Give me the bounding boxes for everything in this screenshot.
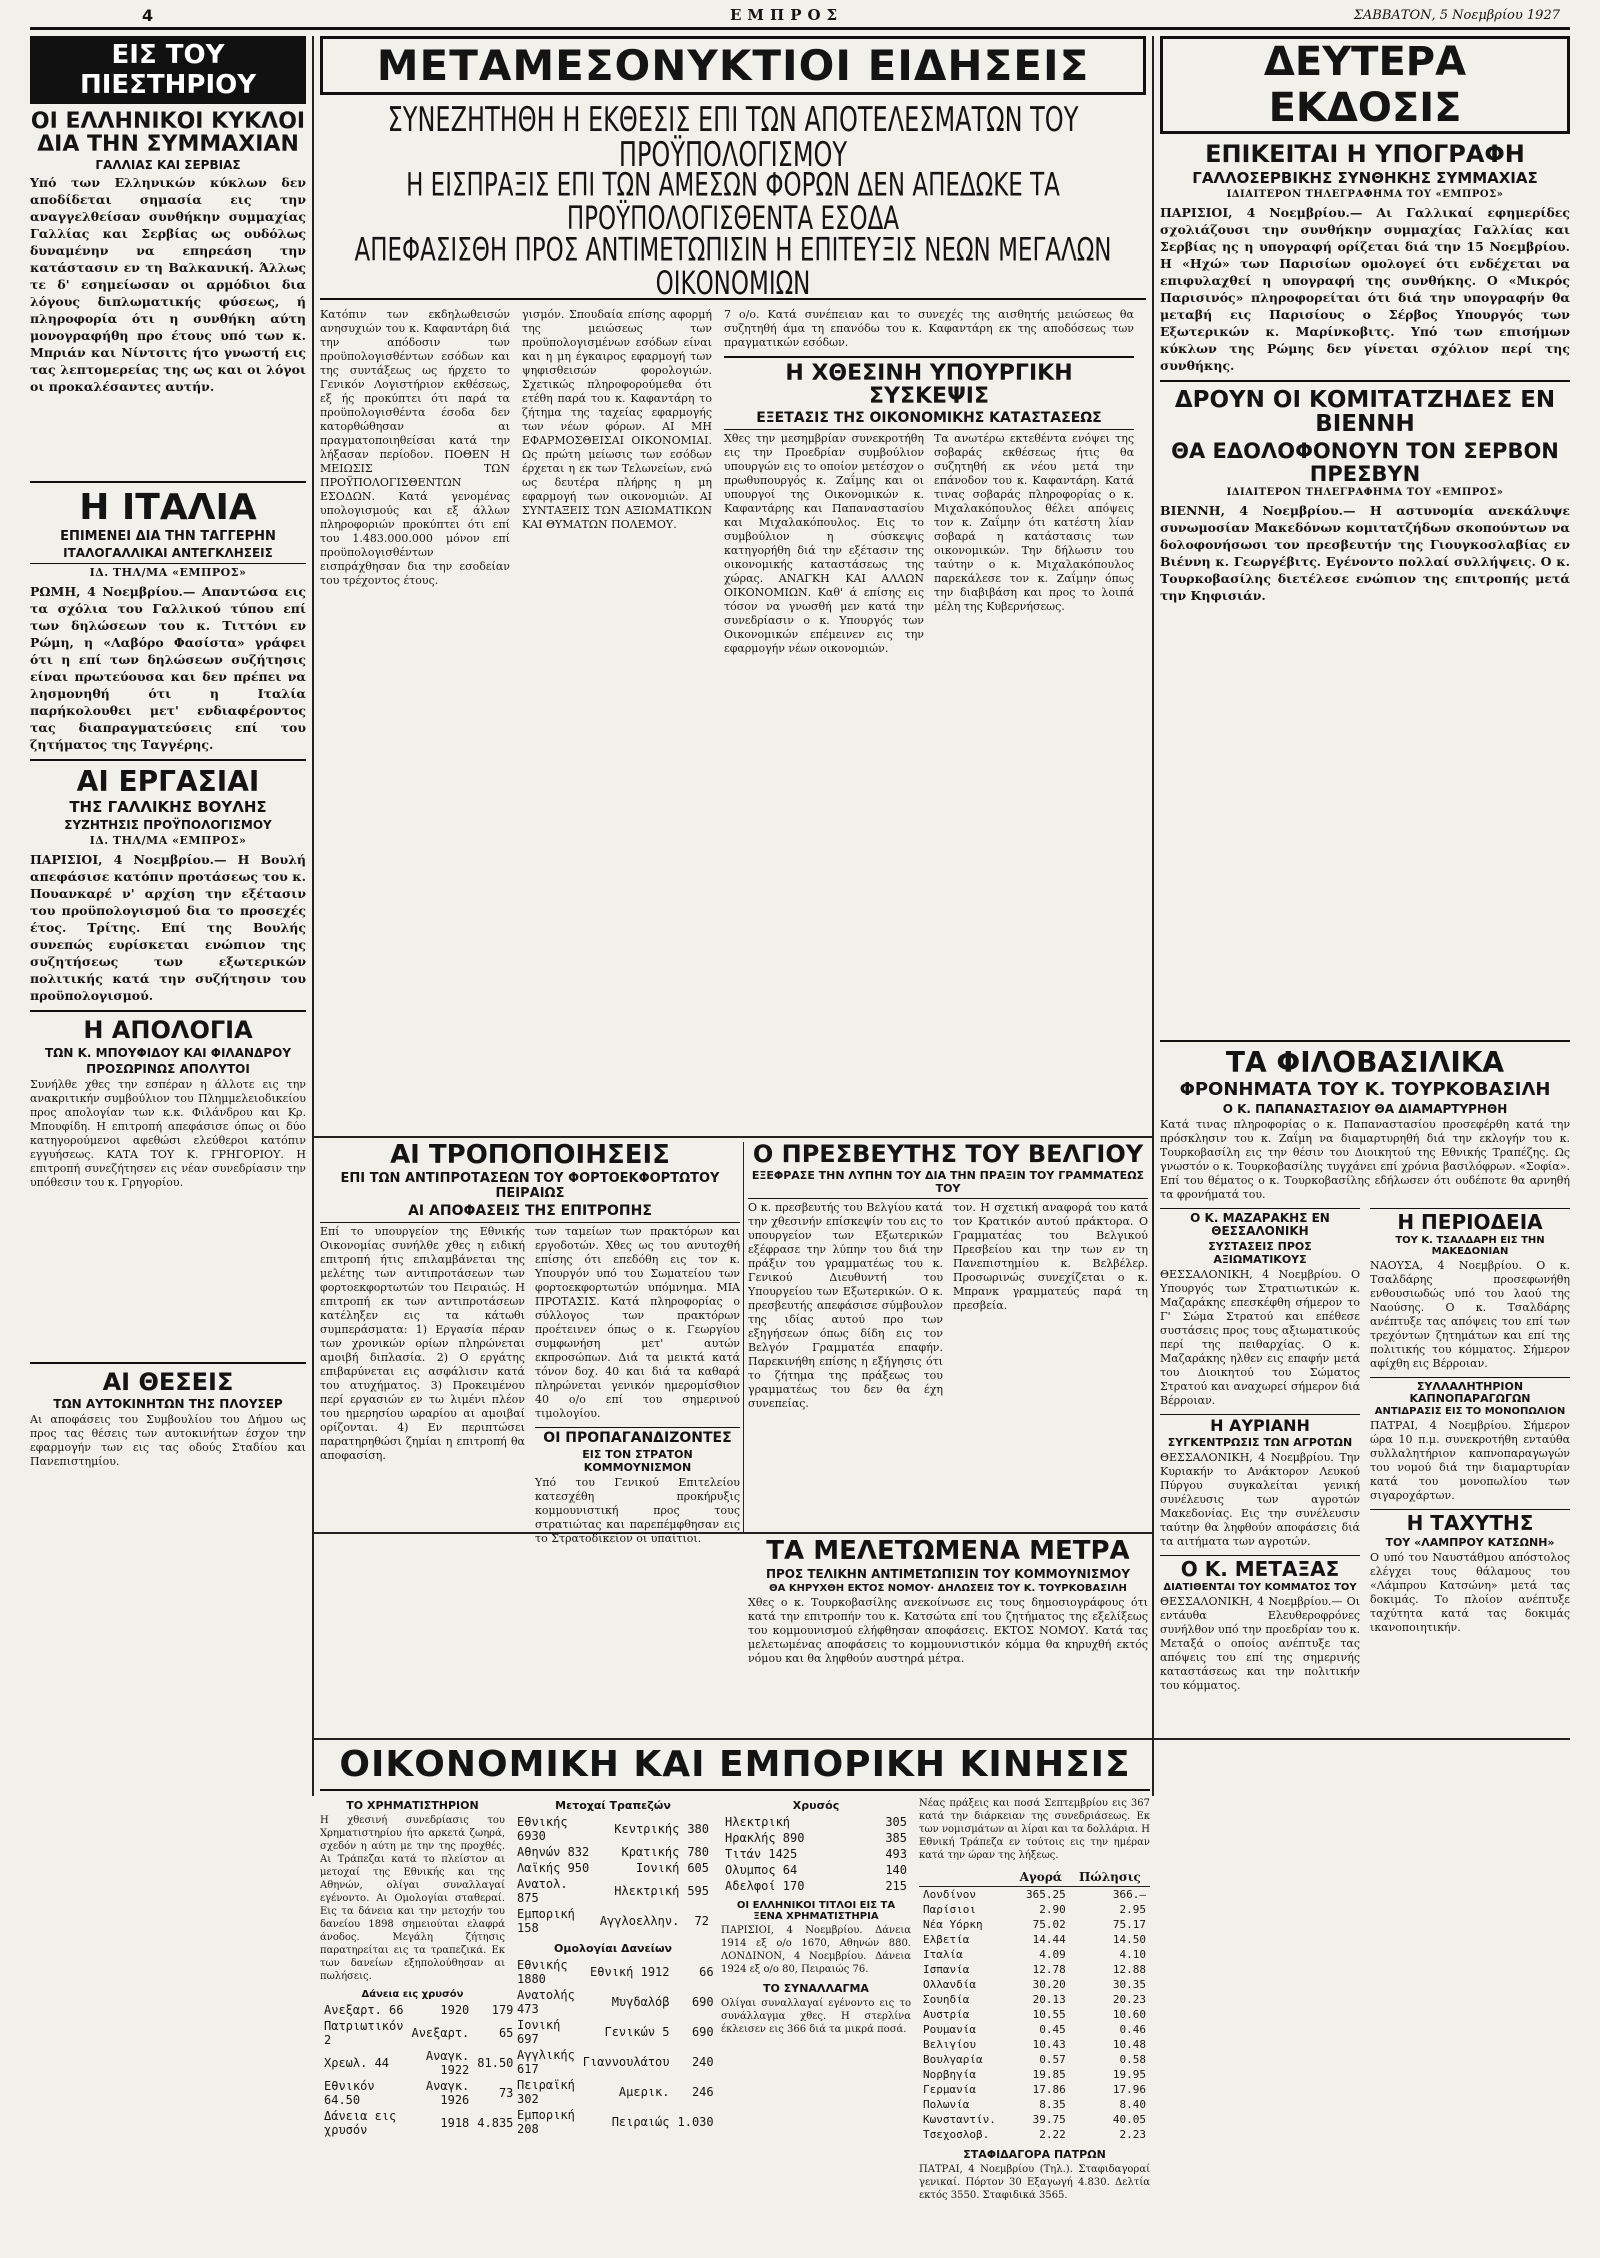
article-body: ΠΑΤΡΑΙ, 4 Νοεμβρίου (Τηλ.). Σταφιδαγοραί γενικαί. Πόρτον 30 Εξαγωγή 4.830. Δελτία εκτός 3550. Σταφιδικά 3565. xyxy=(919,2164,1150,2201)
table-cell: 2.23 xyxy=(1119,2128,1146,2141)
headline: ΤΑ ΦΙΛΟΒΑΣΙΛΙΚΑ xyxy=(1225,1046,1505,1079)
table-row xyxy=(919,1947,1150,1962)
subheadline: ΑΝΤΙΔΡΑΣΙΣ ΕΙΣ ΤΟ ΜΟΝΟΠΩΛΙΟΝ xyxy=(1374,1406,1566,1418)
table-cell: 75.17 xyxy=(1112,1918,1146,1931)
table-cell: Γιαννουλάτου xyxy=(582,2055,670,2069)
table-cell: Ανεξαρτ. 66 xyxy=(324,2003,404,2017)
market-column xyxy=(919,1797,1150,2208)
headline: ΑΙ ΤΡΟΠΟΠΟΙΗΣΕΙΣ xyxy=(390,1142,670,1170)
table-row xyxy=(513,1876,713,1906)
table-cell: Ανατολ. 875 xyxy=(517,1877,568,1905)
table-cell: 20.23 xyxy=(1112,1993,1146,2006)
article-body: ΡΩΜΗ, 4 Νοεμβρίου.— Απαντώσα εις τα σχόλια του Γαλλικού τύπου επί των δηλώσεων του κ. Τιττόνι εν Ρώμη, η «Λαβόρο Φασίστα» γράφει ότι η επί των δηλώσεων συζήτησις είναι πρωτεύουσα και δεν πρέπει να λησμονηθή ότι η Ιταλία παρήκολουθει μετ' ενδιαφέροντος τας διαπραγματεύσεις επί του ζητήματος της Ταγγέρης. xyxy=(30,583,306,752)
headline: ΑΙ ΘΕΣΕΙΣ xyxy=(102,1367,234,1396)
table-row xyxy=(513,2047,718,2077)
table-row xyxy=(919,2052,1150,2067)
table-row xyxy=(721,1862,911,1878)
table-cell: Εμπορική 208 xyxy=(517,2108,575,2136)
article-body-continued xyxy=(1160,615,1570,735)
table-cell: 72 xyxy=(694,1914,709,1928)
table-cell: Γενικών 5 xyxy=(604,2025,670,2039)
table-cell: Λαϊκής 950 xyxy=(517,1861,590,1875)
column-header xyxy=(919,1868,1012,1887)
kicker-text: ΕΙΣ ΤΟΥ ΠΙΕΣΤΗΡΙΟΥ xyxy=(79,40,257,100)
table-cell: Ολυμπος 64 xyxy=(725,1863,798,1877)
subheadline: ΟΙ ΕΛΛΗΝΙΚΟΙ ΤΙΤΛΟΙ ΕΙΣ ΤΑ ΞΕΝΑ ΧΡΗΜΑΤΙΣΤΗΡΙΑ xyxy=(736,1900,896,1922)
table-cell: 30.20 xyxy=(1032,1978,1066,1991)
table-row xyxy=(919,1992,1150,2007)
deck-headline: ΑΠΕΦΑΣΙΣΘΗ ΠΡΟΣ ΑΝΤΙΜΕΤΩΠΙΣΙΝ Η ΕΠΙΤΕΥΞΙΣ ΝΕΩΝ ΜΕΓΑΛΩΝ ΟΙΚΟΝΟΜΙΩΝ xyxy=(354,232,1112,303)
table-cell: Αγγλοελλην. xyxy=(599,1914,680,1928)
article-body-continued xyxy=(522,543,712,973)
table-cell: 0.58 xyxy=(1119,2053,1146,2066)
table-cell: Αναγκ. 1926 xyxy=(425,2079,470,2107)
table-cell: 179 xyxy=(491,2003,514,2017)
table-cell: Ηρακλής 890 xyxy=(725,1831,805,1845)
table-row xyxy=(513,2077,718,2107)
market-banner xyxy=(320,1744,1150,1791)
divider xyxy=(30,759,306,761)
table-cell: 595 xyxy=(687,1884,709,1898)
subheadline: ΕΙΣ ΤΟΝ ΣΤΡΑΤΟΝ ΚΟΜΜΟΥΝΙΣΜΟΝ xyxy=(582,1447,693,1474)
headline: ΔΡΟΥΝ ΟΙ ΚΟΜΙΤΑΤΖΗΔΕΣ ΕΝ ΒΙΕΝΝΗ xyxy=(1174,387,1556,438)
table-cell: 246 xyxy=(691,2085,714,2099)
table-cell: 12.88 xyxy=(1112,1963,1146,1976)
table-cell: Βουλγαρία xyxy=(923,2053,983,2066)
bonds-table xyxy=(513,1957,718,2137)
market-column xyxy=(320,1797,514,2208)
subheadline: ΕΞΕΦΡΑΣΕ ΤΗΝ ΛΥΠΗΝ ΤΟΥ ΔΙΑ ΤΗΝ ΠΡΑΞΙΝ ΤΟΥ ΓΡΑΜΜΑΤΕΩΣ ΤΟΥ xyxy=(748,1169,1148,1199)
article-body: ΠΑΡΙΣΙΟΙ, 4 Νοεμβρίου.— Αι Γαλλικαί εφημερίδες σχολιάζουσι την συνθήκην συμμαχίας Γαλλίας και Σερβίας ης η υπογραφή ορίζεται διά την 15 Νοεμβρίου. Η «Ηχώ» των Παρισίων ομολογεί ότι ενδέχεται να επιφυλαχθεί η υπογραφή της συνθήκης. Ο «Μικρός Παρισινός» πληροφορείται ότι διά την υπογραφήν θα μεταβή εις Παρισίους ο Σέρβος Υπουργός των Εξωτερικών κ. Μαρίνκοβιτς. Υπό των επισήμων κύκλων της Ρώμης δεν γίνεται σχόλιον περί της συνθήκης. xyxy=(1160,205,1570,374)
article-body: των ταμείων των πρακτόρων και εργοδοτών. Χθες ως του ανυτοχθή επίσης ότι επεδόθη εις τον κ. Υπουργόν υπό του Σωματείου των φορτοεκφορτωτών υπόμνημα. ΜΙΑ ΠΡΟΤΑΣΙΣ. Κατά πληροφορίας ο σύλλογος των πρακτόρων προέτεινεν όπως ο κ. Γεωργίου συμφωνήση μετ' αυτών εκπροσώπων. Διά τα μεικτά κατά τόνον δοχ. 40 και διά τα καθαρά πληρώνεται γενικόν ημερομίσθιον 40 ο/ο επί του σημερινού τιμολογίου. xyxy=(535,1225,740,1421)
table-cell: 30.35 xyxy=(1112,1978,1146,1991)
table-cell: 493 xyxy=(885,1847,907,1861)
table-cell: Ηλεκτρική xyxy=(725,1815,791,1829)
table-row xyxy=(919,2037,1150,2052)
table-cell: Μυγδαλόβ xyxy=(611,1995,670,2009)
table-cell: Εθνικόν 64.50 xyxy=(324,2079,375,2107)
subheadline: ΣΥΓΚΕΝΤΡΩΣΙΣ ΤΩΝ ΑΓΡΟΤΩΝ xyxy=(1167,1436,1353,1450)
article-body: Η χθεσινή συνεδρίασις του Χρηματιστηρίου ήτο αρκετά ζωηρά, σχεδόν η αύτη με την της προχθές. Αι Τράπεζαι κατά το πλείστον αι μετοχαί της Εθνικής και της Αθηνών, ολίγαι συναλλαγαί εγένοντο. Αι Ομολογίαι σταθεραί. Εις τα δάνεια και την μετοχήν του δανείου 1898 σημειούται ελαφρά άνοδος. Μεγάλη ζήτησις παρατηρείται εις τα τραπεζικά. Εκ των δανείων εξηπολούθησαν αι πωλήσεις. xyxy=(320,1815,505,1982)
table-row xyxy=(919,1962,1150,1977)
table-cell: Αδελφοί 170 xyxy=(725,1879,805,1893)
table-cell: 690 xyxy=(691,2025,714,2039)
table-row xyxy=(320,2108,517,2138)
center-top xyxy=(320,36,1146,1132)
article-body: Κατά τινας πληροφορίας ο κ. Παπαναστασίου προσεφέρθη κατά την πρόσκλησιν του κ. Ζαΐμη να διαμαρτυρηθή διά την εκλογήν του κ. Τουρκοβασίλη εις την θέσιν του Διοικητού της Εθνικής Τραπέζης. Ως γνωστόν ο κ. Τουρκοβασίλης τυγχάνει επί χρόνια βασιλόφρων. «Σοφία». Επί του θέματος ο κ. Τουρκοβασίλης εδήλωσεν ότι ουδέποτε θα αρνηθή τα φρονήματά του. xyxy=(1160,1118,1570,1202)
subheadline: ΤΗΣ ΓΑΛΛΙΚΗΣ ΒΟΥΛΗΣ xyxy=(69,798,267,817)
table-cell: 0.57 xyxy=(1039,2053,1066,2066)
table-cell: 780 xyxy=(687,1845,709,1859)
article-body-continued xyxy=(724,673,1134,853)
table-cell: 0.45 xyxy=(1039,2023,1066,2036)
table-row xyxy=(919,2022,1150,2037)
table-cell: 215 xyxy=(885,1879,907,1893)
table-cell: 240 xyxy=(691,2055,714,2069)
text-column xyxy=(1160,1208,1360,1699)
table-cell: 366.— xyxy=(1112,1888,1146,1901)
headline: Ο Κ. ΜΑΖΑΡΑΚΗΣ ΕΝ ΘΕΣΣΑΛΟΝΙΚΗ xyxy=(1160,1208,1360,1237)
article-body: Τα ανωτέρω εκτεθέντα ενόψει της σοβαράς εκθέσεως ήτις θα συζητηθή εκ νέου μετά την επάνοδον του κ. Καφαντάρη. Κατά τινας σοβαράς πληροφορίας ο κ. Μιχαλακόπουλος θέλει απόψεις τον κ. Ζαΐμην ότι κατέστη λίαν σοβαρά η κατάστασις των οικονομικών. Την δήλωσιν του ταύτην ο κ. Μιχαλακόπουλος παρεκάλεσε τον κ. Ζαΐμην όπως την διαβιβάση και προς το λοιπά μέλη της Κυβερνήσεως. xyxy=(934,432,1134,614)
table-cell: Εμπορική 158 xyxy=(517,1907,575,1935)
left-column xyxy=(30,36,306,2226)
table-cell: Ολλανδία xyxy=(923,1978,976,1991)
banner xyxy=(320,36,1146,95)
table-row xyxy=(513,1957,718,1987)
table-cell: Κωνσταντίν. xyxy=(923,2113,996,2126)
table-row xyxy=(320,2002,517,2018)
table-row xyxy=(919,2097,1150,2112)
article-body: ΒΙΕΝΝΗ, 4 Νοεμβρίου.— Η αστυνομία ανεκάλυψε συνωμοσίαν Μακεδόνων κομιτατζήδων σκοπούντων να δολοφονήσωσι τον πρεσβευτήν της Γιουγκοσλαβίας εν Βιέννη κ. Γεωργέβιτς. Εγένοντο πολλαί συλλήψεις. Ο κ. Τουρκοβασίλης διετέλεσε ενώπιον της επιτροπής μετά την Κηφισιάν. xyxy=(1160,502,1570,603)
table-cell: 1.030 xyxy=(677,2115,714,2129)
table-cell: Εθνική 1912 xyxy=(590,1965,670,1979)
table-cell: 10.48 xyxy=(1112,2038,1146,2051)
column-header: Αγορά xyxy=(1012,1868,1070,1887)
deck-headline: Η ΕΙΣΠΡΑΞΙΣ ΕΠΙ ΤΩΝ ΑΜΕΣΩΝ ΦΟΡΩΝ ΔΕΝ ΑΠΕΔΩΚΕ ΤΑ ΠΡΟΫΠΟΛΟΓΙΣΘΕΝΤΑ ΕΣΟΔΑ xyxy=(406,167,1060,239)
market-column xyxy=(513,1797,713,2208)
article-body: Χθες την μεσημβρίαν συνεκροτήθη εις την Προεδρίαν συμβούλιον υπουργών εις το οποίον μετέσχον ο πρωθυπουργός κ. Ζαΐμης και οι υπουργοί της Οικονομικών κ. Καφαντάρης και Παπαναστασίου και Μιχαλακόπουλος. Εις το συμβούλιον η σύσκεψις κατηγορήθη διά την εξέτασιν της οικονομικής καταστάσεως της χώρας. ΑΝΑΓΚΗ ΚΑΙ ΑΛΛΩΝ ΟΙΚΟΝΟΜΙΩΝ. Καθ' ά επίσης εις τόσον να γνωσθή μεν κατά την συνεδρίασιν ο κ. Υπουργός των Οικονομικών επέμεινεν εις την εφαρμογήν νέων οικονομιών. xyxy=(724,432,924,656)
subheadline: ΓΑΛΛΟΣΕΡΒΙΚΗΣ ΣΥΝΘΗΚΗΣ ΣΥΜΜΑΧΙΑΣ xyxy=(1192,169,1538,188)
table-row xyxy=(513,1814,713,1844)
right-mid xyxy=(1160,1040,1570,2226)
table-cell: Λονδίνον xyxy=(923,1888,976,1901)
table-title: Δάνεια εις χρυσόν xyxy=(361,1989,464,2000)
table-row xyxy=(721,1830,911,1846)
table-cell: 1920 xyxy=(440,2003,470,2017)
table-cell: Γερμανία xyxy=(923,2083,976,2096)
table-cell: 81.50 xyxy=(477,2056,514,2070)
table-row xyxy=(721,1878,911,1894)
gold-table xyxy=(721,1814,911,1894)
divider xyxy=(1160,380,1570,382)
article-body-continued xyxy=(30,406,306,470)
headline: ΕΠΙΚΕΙΤΑΙ Η ΥΠΟΓΡΑΦΗ xyxy=(1205,140,1525,168)
deck-headline: ΣΥΝΕΖΗΤΗΘΗ Η ΕΚΘΕΣΙΣ ΕΠΙ ΤΩΝ ΑΠΟΤΕΛΕΣΜΑΤΩΝ ΤΟΥ ΠΡΟΫΠΟΛΟΓΙΣΜΟΥ xyxy=(387,100,1079,175)
article-body: Κατόπιν των εκδηλωθεισών ανησυχιών του κ. Καφαντάρη διά την απόδοσιν των προϋπολογισθέντων εσόδων και της συντάξεως ως ήρχετο το Γενικόν Λογιστήριον εκθέσεως, εξ ής προκύπτει ότι παρά τα προϋπολογισθέντα έσοδα δεν κατορθώθησαν αι πραγματοποιηθείσαι κατά την λήξασαν περίοδον. ΠΟΘΕΝ Η ΜΕΙΩΣΙΣ ΤΩΝ ΠΡΟΫΠΟΛΟΓΙΣΘΕΝΤΩΝ ΕΣΟΔΩΝ. Κατά γενομένας υπολογισμούς και εξ άλλων πληροφοριών προκύπτει ότι επί του 1.483.000.000 μόνον επί προϋπολογισθέντων εισπράχθησαν δια την εσοδείαν του τρέχοντος έτους. xyxy=(320,307,510,587)
table-cell: 14.50 xyxy=(1112,1933,1146,1946)
table-cell: Αμερικ. xyxy=(618,2085,670,2099)
article-body: τον. Η σχετική αναφορά του κατά τον Κρατικόν αυτού πράκτορα. Ο Γραμματέας του Βελγικού Πρεσβείου και την των εν τη Πανεπιστημίου κ. Βελβέλερ. Προσωρινώς συνεχίζεται ο κ. Μπρανκ γραμματεύς παρά τη πρεσβεία. xyxy=(953,1201,1148,1313)
table-cell: Νορβηγία xyxy=(923,2068,976,2081)
measures-story xyxy=(748,1538,1148,1734)
headline: ΘΑ ΕΔΟΛΟΦΟΝΟΥΝ ΤΟΝ ΣΕΡΒΟΝ ΠΡΕΣΒΥΝ xyxy=(1171,439,1559,486)
article-body: ΠΑΤΡΑΙ, 4 Νοεμβρίου. Σήμερον ώρα 10 π.μ. συνεκροτήθη ενταύθα συλλαλητήριον καπνοπαραγωγών του νομού διά την διαμαρτυρίαν κατά του μονοπωλίου των σιγαροχάρτων. xyxy=(1370,1419,1570,1503)
table-cell: Ανεξαρτ. xyxy=(411,2026,470,2040)
subheadline: ΓΑΛΛΙΑΣ ΚΑΙ ΣΕΡΒΙΑΣ xyxy=(95,158,241,173)
table-cell: 40.05 xyxy=(1112,2113,1146,2126)
article-body-continued xyxy=(30,1201,306,1351)
subheadline: ΦΡΟΝΗΜΑΤΑ ΤΟΥ Κ. ΤΟΥΡΚΟΒΑΣΙΛΗ xyxy=(1179,1079,1551,1101)
table-cell: 2.95 xyxy=(1119,1903,1146,1916)
subheadline: ΠΡΟΣΩΡΙΝΩΣ ΑΠΟΛΥΤΟΙ xyxy=(86,1061,250,1076)
headline: Η ΠΕΡΙΟΔΕΙΑ xyxy=(1370,1208,1570,1233)
subheadline: ΤΟΥ Κ. ΤΣΑΛΔΑΡΗ ΕΙΣ ΤΗΝ ΜΑΚΕΔΟΝΙΑΝ xyxy=(1395,1235,1545,1258)
subheadline: ΣΥΣΤΑΣΕΙΣ ΠΡΟΣ ΑΞΙΩΜΑΤΙΚΟΥΣ xyxy=(1208,1239,1312,1266)
table-cell: 73 xyxy=(498,2086,514,2100)
headline: Η ΤΑΧΥΤΗΣ xyxy=(1370,1509,1570,1534)
section-rule xyxy=(312,1136,1154,1138)
dateline: ΙΔ. ΤΗΛ/ΜΑ «ΕΜΠΡΟΣ» xyxy=(89,834,247,848)
right-top xyxy=(1160,36,1570,1036)
table-cell: Αθηνών 832 xyxy=(517,1845,590,1859)
article-body: Χθες ο κ. Τουρκοβασίλης ανεκοίνωσε εις τους δημοσιογράφους ότι κατά την επιτροπήν του κ. Κατσώτα επί του ζητήματος της εξελίξεως του κομμουνισμού ελήφθησαν αποφάσεις. ΕΚΤΟΣ ΝΟΜΟΥ. Κατά τας μελετωμένας αποφάσεις το κομμουνιστικόν κόμμα θα κηρυχθή εκτός νόμου και θα ληφθούν αυστηρά μέτρα. xyxy=(748,1596,1148,1666)
table-cell: Πειραιώς xyxy=(611,2115,670,2129)
table-row xyxy=(919,1902,1150,1917)
table-cell: Τιτάν 1425 xyxy=(725,1847,798,1861)
divider xyxy=(30,1010,306,1012)
text-column xyxy=(320,308,510,1040)
article-body: Συνήλθε χθες την εσπέραν η άλλοτε εις την ανακριτικήν συμβούλιον του Πλημμελειοδικείου προς απολογίαν των κ.κ. Φιλάνδρου και Κρ. Μπουφίδη. Η επιτροπή απεφάσισε όπως οι δύο κατηγορούμενοι αφεθώσι ελεύθεροι κατόπιν εγγυήσεως. ΚΑΤΑ ΤΟΥ Κ. ΓΡΗΓΟΡΙΟΥ. Η επιτροπή συνεζήτησεν εις νέαν συνεδρίασιν την υπόθεσιν του κ. Γρηγορίου. xyxy=(30,1077,306,1189)
page-number: 4 xyxy=(142,6,154,25)
table-cell: 75.02 xyxy=(1032,1918,1066,1931)
table-title: Ομολογίαι Δανείων xyxy=(554,1942,672,1955)
table-row xyxy=(721,1846,911,1862)
table-cell: Τσεχοσλοβ. xyxy=(923,2128,990,2141)
article-body-continued xyxy=(320,599,510,1029)
dateline: ΙΔΙΑΙΤΕΡΟΝ ΤΗΛΕΓΡΑΦΗΜΑ ΤΟΥ «ΕΜΠΡΟΣ» xyxy=(1226,189,1504,201)
table-cell: Ελβετία xyxy=(923,1933,970,1946)
table-cell: Ανατολής 473 xyxy=(517,1988,575,2016)
headline: Ο Κ. ΜΕΤΑΞΑΣ xyxy=(1160,1555,1360,1580)
market-section xyxy=(320,1744,1150,2226)
table-cell: 39.75 xyxy=(1032,2113,1066,2126)
table-cell: 2.90 xyxy=(1039,1903,1066,1916)
table-cell: Αγγλικής 617 xyxy=(517,2048,575,2076)
banner-text: ΔΕΥΤΕΡΑ ΕΚΔΟΣΙΣ xyxy=(1263,39,1467,131)
table-cell: 8.40 xyxy=(1119,2098,1146,2111)
article-columns xyxy=(320,308,1146,1040)
headline: Η ΑΥΡΙΑΝΗ xyxy=(1160,1414,1360,1435)
table-cell: Ιονική xyxy=(635,1861,680,1875)
text-column xyxy=(1370,1208,1570,1699)
subheadline: ΔΙΑΤΙΘΕΝΤΑΙ ΤΟΥ ΚΟΜΜΑΤΟΣ ΤΟΥ xyxy=(1163,1582,1357,1594)
divider xyxy=(30,481,306,483)
subheadline: ΤΟΥ «ΛΑΜΠΡΟΥ ΚΑΤΣΩΝΗ» xyxy=(1385,1536,1555,1550)
table-cell: 10.60 xyxy=(1112,2008,1146,2021)
table-cell: 14.44 xyxy=(1032,1933,1066,1946)
table-cell: Ρουμανία xyxy=(923,2023,976,2036)
article-body: Υπό του Γενικού Επιτελείου κατεσχέθη προκήρυξις κομμουνιστική προς τους στρατιώτας και παρεπέμφθησαν εις το Στρατοδικείον οι υπαίτιοι. xyxy=(535,1475,740,1545)
table-cell: 365.25 xyxy=(1026,1888,1066,1901)
table-cell: 4.835 xyxy=(477,2116,514,2130)
table-cell: 1918 xyxy=(440,2116,470,2130)
article-body: 7 ο/ο. Κατά συνέπειαν και το συνεχές της αισθητής μειώσεως θα συζητηθή άμα τη επανόδω του κ. Καφαντάρη εκ της αποδόσεως των πραγματικών εσόδων. xyxy=(724,307,1134,349)
divider xyxy=(30,1362,306,1364)
table-row xyxy=(513,2107,718,2137)
table-row xyxy=(919,2007,1150,2022)
table-row xyxy=(919,2112,1150,2127)
table-cell: 380 xyxy=(687,1822,709,1836)
table-title: Μετοχαί Τραπεζών xyxy=(555,1799,671,1812)
table-row xyxy=(919,2067,1150,2082)
table-cell: 66 xyxy=(699,1965,714,1979)
table-cell: Πειραϊκή 302 xyxy=(517,2078,575,2106)
subheadline: ΘΑ ΚΗΡΥΧΘΗ ΕΚΤΟΣ ΝΟΜΟΥ· ΔΗΛΩΣΕΙΣ ΤΟΥ Κ. ΤΟΥΡΚΟΒΑΣΙΛΗ xyxy=(769,1583,1127,1595)
headline: Η ΙΤΑΛΙΑ xyxy=(79,487,257,529)
table-cell: Ιταλία xyxy=(923,1948,963,1961)
subheadline: ΤΟ ΧΡΗΜΑΤΙΣΤΗΡΙΟΝ xyxy=(346,1799,479,1812)
table-cell: 17.86 xyxy=(1032,2083,1066,2096)
table-cell: 65 xyxy=(498,2026,514,2040)
table-cell: 0.46 xyxy=(1119,2023,1146,2036)
article-body: ΘΕΣΣΑΛΟΝΙΚΗ, 4 Νοεμβρίου. Την Κυριακήν το Ανάκτορον Λευκού Πύργου συγκαλείται γενική συνέλευσις των αγροτών Μακεδονίας. Εις την συνέλευσιν ταύτην θα ληφθούν αποφάσεις διά τα αιτήματα των αγροτών. xyxy=(1160,1451,1360,1549)
table-cell: 10.55 xyxy=(1032,2008,1066,2021)
table-cell: 2.22 xyxy=(1039,2128,1066,2141)
table-cell: Πατριωτικόν 2 xyxy=(324,2019,404,2047)
article-body: Νέας πράξεις και ποσά Σεπτεμβρίου εις 367 κατά την διάρκειαν της συνεδριάσεως. Εκ των νομισμάτων αι λίραι και τα δολλάρια. Η Εθνική Τράπεζα εν τούτοις εις την ημέραν κατά την ώραν της λήξεως. xyxy=(919,1798,1150,1861)
column-header: Πώλησις xyxy=(1070,1868,1150,1887)
headline: ΤΑ ΜΕΛΕΤΩΜΕΝΑ ΜΕΤΡΑ xyxy=(766,1538,1130,1566)
column-rule xyxy=(743,1142,744,1532)
table-cell: Κρατικής xyxy=(621,1845,680,1859)
table-row xyxy=(919,1932,1150,1947)
headline: Η ΑΠΟΛΟΓΙΑ xyxy=(83,1016,253,1045)
table-cell: Πολωνία xyxy=(923,2098,970,2111)
kicker xyxy=(30,36,306,104)
table-row xyxy=(513,1860,713,1876)
market-banner-text: ΟΙΚΟΝΟΜΙΚΗ ΚΑΙ ΕΜΠΟΡΙΚΗ ΚΙΝΗΣΙΣ xyxy=(339,1744,1131,1785)
table-cell: Ισπανία xyxy=(923,1963,970,1976)
article-body: ΠΑΡΙΣΙΟΙ, 4 Νοεμβρίου. Δάνεια 1914 εξ ο/ο 1670, Αθηνών 880. ΛΟΝΔΙΝΟΝ, 4 Νοεμβρίου. Δάνεια 1924 εξ ο/ο 80, Πειραιώς 76. xyxy=(721,1925,911,1975)
exchange-rates-table xyxy=(919,1868,1150,2142)
table-row xyxy=(513,2017,718,2047)
article-body: Ο υπό του Ναυστάθμου απόστολος ελέγχει τους θάλαμους του «Λάμπρου Κατσώνη» μετά τας δοκιμάς. Το πλοίον ανέπτυξε ταχύτητα κατά τας δοκιμάς ικανοποιητικήν. xyxy=(1370,1551,1570,1635)
table-cell: Εθνικής 6930 xyxy=(517,1815,568,1843)
banner-text: ΜΕΤΑΜΕΣΟΝΥΚΤΙΟΙ ΕΙΔΗΣΕΙΣ xyxy=(376,41,1090,90)
table-cell: 19.95 xyxy=(1112,2068,1146,2081)
sub-article xyxy=(535,1427,740,1546)
table-cell: 12.78 xyxy=(1032,1963,1066,1976)
subheadline: Ο Κ. ΠΑΠΑΝΑΣΤΑΣΙΟΥ ΘΑ ΔΙΑΜΑΡΤΥΡΗΘΗ xyxy=(1222,1102,1508,1117)
table-cell: 305 xyxy=(885,1815,907,1829)
article-body: ΘΕΣΣΑΛΟΝΙΚΗ, 4 Νοεμβρίου. Ο Υπουργός των Στρατιωτικών κ. Μαζαράκης επεσκέφθη σήμερον το Γ' Σώμα Στρατού και επέθεσε συστάσεις προς τους αξιωματικούς περί της πειθαρχίας. Ο κ. Μαζαράκης ηλθεν εις επαφήν μετά του Διοικητού του Σώματος Στρατού και αναχωρεί σήμερον διά Βέρροιαν. xyxy=(1160,1267,1360,1407)
table-row xyxy=(513,1906,713,1936)
article-body: Επί το υπουργείον της Εθνικής Οικονομίας συνήλθε χθες η ειδική επιτροπή ήτις επιλαμβάνεται της μελέτης των αντιπροτάσεων των φορτοεκφορτωτών του Πειραιώς. Η επιτροπή εκ των αντιπροτάσεων κατέληξεν εις τα κάτωθι συμπεράσματα: 1) Εργασία πέραν των χρονικών ορίων πληρώνεται αμοιβή διπλασία. 2) Ο εργάτης επιβαρύνεται εις ασφάλισιν κατά του ατυχήματος. 3) Προκειμένου περί εργασιών εν τω λιμένι πλέον του ημερησίου ωραρίου αι αμοιβαί ορίζονται. 4) Εν περιπτώσει παρατηρηθώσι ζημίαι η επιτροπή θα αποφασίση. xyxy=(320,1225,525,1463)
article-body: ΝΑΟΥΣΑ, 4 Νοεμβρίου. Ο κ. Τσαλδάρης προσεφωνήθη ενθουσιωδώς υπό του λαού της Ναούσης. Ο κ. Τσαλδάρης ανέπτυξε τας απόψεις του επί των τρεχόντων ζητημάτων και επί της πολιτικής του κόμματος. Σήμερον αφίχθη εις Βέρροιαν. xyxy=(1370,1259,1570,1371)
table-cell: 140 xyxy=(885,1863,907,1877)
article-body: ΘΕΣΣΑΛΟΝΙΚΗ, 4 Νοεμβρίου.— Οι εντάυθα Ελευθεροφρόνες συνήλθον υπό την προεδρίαν του κ. Μεταξά ο οποίος ανέπτυξε τας απόψεις του επί της σημερινής καταστάσεως και την πολιτικήν του κόμματος. xyxy=(1160,1595,1360,1693)
table-cell: 19.85 xyxy=(1032,2068,1066,2081)
loans-table xyxy=(320,2002,517,2138)
table-cell: 4.09 xyxy=(1039,1948,1066,1961)
table-cell: Δάνεια εις χρυσόν xyxy=(324,2109,397,2137)
table-cell: 20.13 xyxy=(1032,1993,1066,2006)
table-title: Χρυσός xyxy=(792,1799,840,1812)
article-body: Ολίγαι συναλλαγαί εγένοντο εις το συνάλλαγμα χθες. Η στερλίνα έκλεισεν εις 366 διά τα μικρά ποσά. xyxy=(721,1998,911,2035)
table-cell: Βελιγίου xyxy=(923,2038,976,2051)
table-cell: Ιονική 697 xyxy=(517,2018,561,2046)
market-column xyxy=(721,1797,911,2208)
table-row xyxy=(919,2127,1150,2142)
subheadline: ΤΩΝ ΑΥΤΟΚΙΝΗΤΩΝ ΤΗΣ ΠΛΟΥΣΕΡ xyxy=(53,1396,283,1411)
subheadline: ΣΥΖΗΤΗΣΙΣ ΠΡΟΫΠΟΛΟΓΙΣΜΟΥ xyxy=(64,818,272,833)
table-cell: 605 xyxy=(687,1861,709,1875)
table-cell: Κεντρικής xyxy=(614,1822,680,1836)
cabinet-article xyxy=(724,356,1134,853)
subheadline: ΙΤΑΛΟΓΑΛΛΙΚΑΙ ΑΝΤΕΓΚΛΗΣΕΙΣ xyxy=(30,546,306,564)
subheadline: ΕΞΕΤΑΣΙΣ ΤΗΣ ΟΙΚΟΝΟΜΙΚΗΣ ΚΑΤΑΣΤΑΣΕΩΣ xyxy=(724,410,1134,430)
article-body: ΠΑΡΙΣΙΟΙ, 4 Νοεμβρίου.— Η Βουλή απεφάσισε κατόπιν προτάσεως του κ. Πουανκαρέ ν' αρχίση την εξέτασιν του προϋπολογισμού δια το προσεχές έτος. Τρίτης. Επί της Βουλής συνεπώς ευρίσκεται ενώπιον της συζητήσεως των εξωτερικών πολιτικής κατά την συζήτησιν του προϋπολογισμού. xyxy=(30,852,306,1004)
dateline: ΙΔ. ΤΗΛ/ΜΑ «ΕΜΠΡΟΣ» xyxy=(89,565,247,579)
banner xyxy=(1160,36,1570,134)
table-row xyxy=(919,1887,1150,1903)
table-cell: 4.10 xyxy=(1119,1948,1146,1961)
subheadline: ΣΤΑΦΙΔΑΓΟΡΑ ΠΑΤΡΩΝ xyxy=(963,2148,1106,2161)
masthead: ΕΜΠΡΟΣ xyxy=(730,6,844,24)
headline: ΣΥΛΛΑΛΗΤΗΡΙΟΝ ΚΑΠΝΟΠΑΡΑΓΩΓΩΝ xyxy=(1370,1377,1570,1404)
subheadline: ΕΠΙ ΤΩΝ ΑΝΤΙΠΡΟΤΑΣΕΩΝ ΤΟΥ ΦΟΡΤΟΕΚΦΟΡΤΩΤΟΥ ΠΕΙΡΑΙΩΣ xyxy=(340,1171,720,1202)
table-row xyxy=(721,1814,911,1830)
table-cell: 8.35 xyxy=(1039,2098,1066,2111)
table-row xyxy=(320,2078,517,2108)
article-body: Ο κ. πρεσβευτής του Βελγίου κατά την χθεσινήν επίσκεψίν του εις το υπουργείον των Εξωτερικών εξέφρασε την λύπην του διά την πράξιν του γραμματέως του κ. Γενικού Διευθυντή του Υπουργείου των Εξωτερικών. Ο κ. πρεσβευτής απεφάσισε σύμβουλον της ιδίας αυτού προ των εξηγήσεων όπως δίδη εις τον Βελγόν Γραμματέα επαφήν. Παρεκινήθη επίσης η εξήγησις ότι το ζήτημα της πράξεως του γραμματέως του δεν θα έχη συνεπείας. xyxy=(748,1201,943,1411)
table-cell: 17.96 xyxy=(1112,2083,1146,2096)
table-cell: Ηλεκτρική xyxy=(614,1884,680,1898)
table-cell: Αναγκ. 1922 xyxy=(425,2049,470,2077)
table-cell: Χρεωλ. 44 xyxy=(324,2056,390,2070)
article-body: Υπό των Ελληνικών κύκλων δεν αποδίδεται σημασία εις την αναγγελθείσαν συνθήκην συμμαχίας Γαλλίας και Σερβίας ως ουδόλως δυναμένην να επηρεάση την κατάστασιν εν τη Βαλκανική. Άλλως τε δ' εσημείωσαν οι αρμόδιοι δια λόγους διπλωματικής φύσεως, ή πληροφορία ότι η συνθήκη αύτη μονογραφήθη προ έτους υπό των κ. Μπριάν και Νίντσιτς ήτο γνωστή εις τας λεπτομερείας της ως και οι λόγοι οι προκαλέσαντες αυτήν. xyxy=(30,175,306,395)
table-row xyxy=(919,2082,1150,2097)
table-cell: Σουηδία xyxy=(923,1993,970,2006)
table-row xyxy=(513,1987,718,2017)
dateline: ΙΔΙΑΙΤΕΡΟΝ ΤΗΛΕΓΡΑΦΗΜΑ ΤΟΥ «ΕΜΠΡΟΣ» xyxy=(1226,486,1504,498)
bank-shares-table xyxy=(513,1814,713,1936)
table-cell: Παρίσιοι xyxy=(923,1903,976,1916)
table-cell: 690 xyxy=(691,1995,714,2009)
table-cell: Νέα Υόρκη xyxy=(923,1918,983,1931)
text-column xyxy=(724,308,1134,1040)
subheadline: ΕΠΙΜΕΝΕΙ ΔΙΑ ΤΗΝ ΤΑΓΓΕΡΗΝ xyxy=(60,528,276,544)
text-column xyxy=(522,308,712,1040)
subheadline: ΤΩΝ Κ. ΜΠΟΥΦΙΔΟΥ ΚΑΙ ΦΙΛΑΝΔΡΟΥ xyxy=(44,1045,292,1060)
subheadline: ΠΡΟΣ ΤΕΛΙΚΗΝ ΑΝΤΙΜΕΤΩΠΙΣΙΝ ΤΟΥ ΚΟΜΜΟΥΝΙΣΜΟΥ xyxy=(765,1567,1131,1582)
table-header-row xyxy=(919,1868,1150,1887)
headline: ΑΙ ΕΡΓΑΣΙΑΙ xyxy=(76,764,260,798)
mid-left-story xyxy=(320,1142,740,1732)
article-body: Αι αποφάσεις του Συμβουλίου του Δήμου ως προς τας θέσεις των αυτοκινήτων έσχον την εφαρμογήν των εις τας οδούς Σταδίου και Πανεπιστημίου. xyxy=(30,1412,306,1468)
subheadline: ΤΟ ΣΥΝΑΛΛΑΓΜΑ xyxy=(763,1982,869,1995)
subheadline: ΑΙ ΑΠΟΦΑΣΕΙΣ ΤΗΣ ΕΠΙΤΡΟΠΗΣ xyxy=(320,1203,740,1223)
table-row xyxy=(919,1917,1150,1932)
table-row xyxy=(919,1977,1150,1992)
table-cell: Αυστρία xyxy=(923,2008,970,2021)
table-cell: 385 xyxy=(885,1831,907,1845)
table-cell: 10.43 xyxy=(1032,2038,1066,2051)
headline: ΟΙ ΠΡΟΠΑΓΑΝΔΙΖΟΝΤΕΣ xyxy=(543,1430,732,1447)
issue-date: ΣΑΒΒΑΤΟΝ, 5 Νοεμβρίου 1927 xyxy=(1353,8,1560,23)
headline: ΟΙ ΕΛΛΗΝΙΚΟΙ ΚΥΚΛΟΙ ΔΙΑ ΤΗΝ ΣΥΜΜΑΧΙΑΝ xyxy=(30,109,306,158)
page-header xyxy=(30,6,1570,30)
headline: Ο ΠΡΕΣΒΕΥΤΗΣ ΤΟΥ ΒΕΛΓΙΟΥ xyxy=(752,1142,1144,1168)
table-row xyxy=(320,2018,517,2048)
headline: Η ΧΘΕΣΙΝΗ ΥΠΟΥΡΓΙΚΗ ΣΥΣΚΕΨΙΣ xyxy=(785,360,1073,410)
mid-right-story xyxy=(748,1142,1148,1532)
table-row xyxy=(320,2048,517,2078)
article-body: γισμόν. Σπουδαία επίσης αφορμή της μειώσεως των προϋπολογισμένων εσόδων είναι και η μη έγκαιρος εφαρμογή των ψηφισθεισών φορολογιών. Σχετικώς πληροφορούμεθα ότι ετέθη παρά του κ. Καφαντάρη το ζήτημα της ταχείας εφαρμογής των νέων φόρων. ΑΙ ΜΗ ΕΦΑΡΜΟΣΘΕΙΣΑΙ ΟΙΚΟΝΟΜΙΑΙ. Ως πρώτη μείωσις των εσόδων έρχεται η εκ των Τελωνείων, ενώ ως δευτέρα πλήρης η μη εφαρμογή των οικονομιών. ΑΙ ΣΥΝΤΑΞΕΙΣ ΤΩΝ ΑΞΙΩΜΑΤΙΚΩΝ ΚΑΙ ΘΥΜΑΤΩΝ ΠΟΛΕΜΟΥ. xyxy=(522,307,712,531)
table-cell: Εθνικής 1880 xyxy=(517,1958,568,1986)
table-row xyxy=(513,1844,713,1860)
